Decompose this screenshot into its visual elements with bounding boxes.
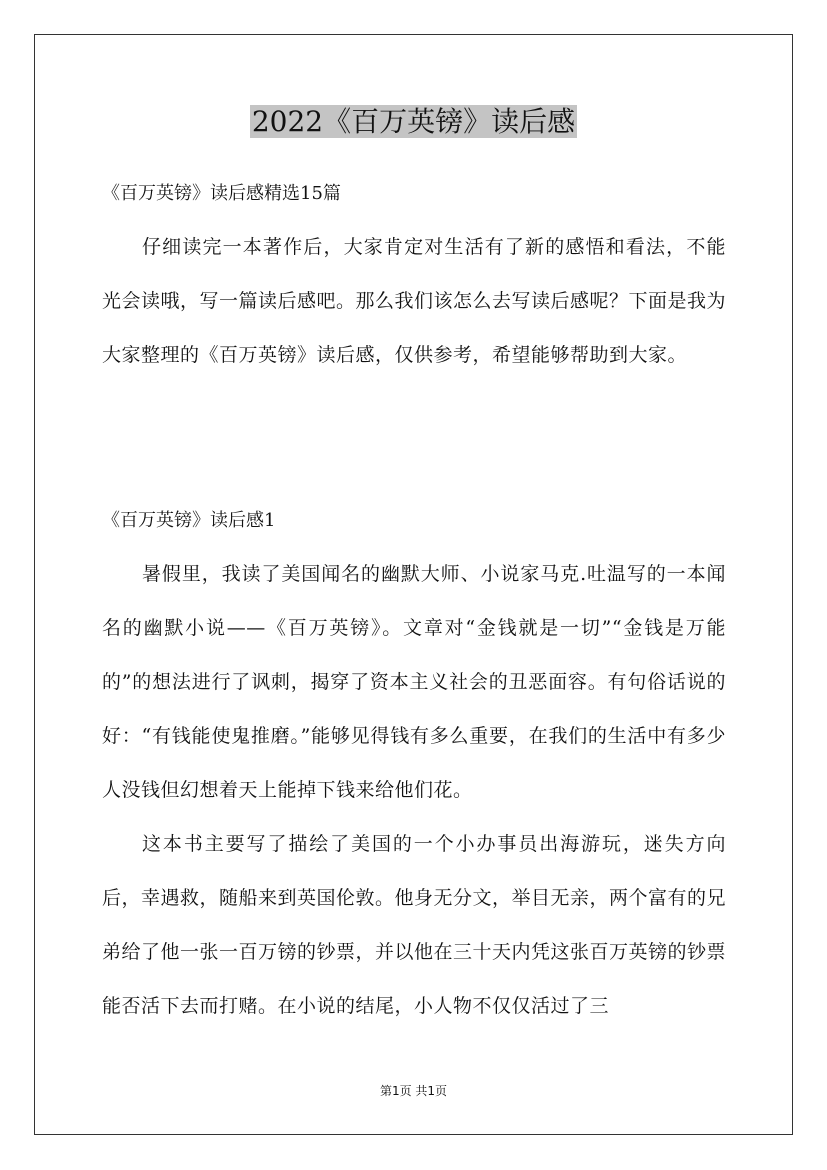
body-paragraph-2: 这本书主要写了描绘了美国的一个小办事员出海游玩，迷失方向后，幸遇救，随船来到英国伦敦。他身无分文，举目无亲，两个富有的兄弟给了他一张一百万镑的钞票，并以他在三十天内凭这张百万英镑的钞票能否活下去而打赌。在小说的结尾，小人物不仅仅活过了三 (102, 833, 727, 1017)
document-subtitle: 《百万英镑》读后感精选15篇 (102, 183, 341, 204)
section-heading: 《百万英镑》读后感1 (102, 510, 276, 531)
document-title-text: 2022《百万英镑》读后感 (251, 105, 576, 138)
page-footer: 第1页 共1页 (379, 1084, 448, 1098)
body-paragraph-1: 暑假里，我读了美国闻名的幽默大师、小说家马克.吐温写的一本闻名的幽默小说——《百万英镑》。文章对“金钱就是一切”“金钱是万能的”的想法进行了讽刺，揭穿了资本主义社会的丑恶面容。有句俗话说的好：“有钱能使鬼推磨。”能够见得钱有多么重要，在我们的生活中有多少人没钱但幻想着天上能掉下钱来给他们花。 (102, 563, 726, 801)
intro-paragraph: 仔细读完一本著作后，大家肯定对生活有了新的感悟和看法，不能光会读哦，写一篇读后感吧。那么我们该怎么去写读后感呢？下面是我为大家整理的《百万英镑》读后感，仅供参考，希望能够帮助到大家。 (102, 236, 727, 366)
document-title (0, 100, 827, 144)
